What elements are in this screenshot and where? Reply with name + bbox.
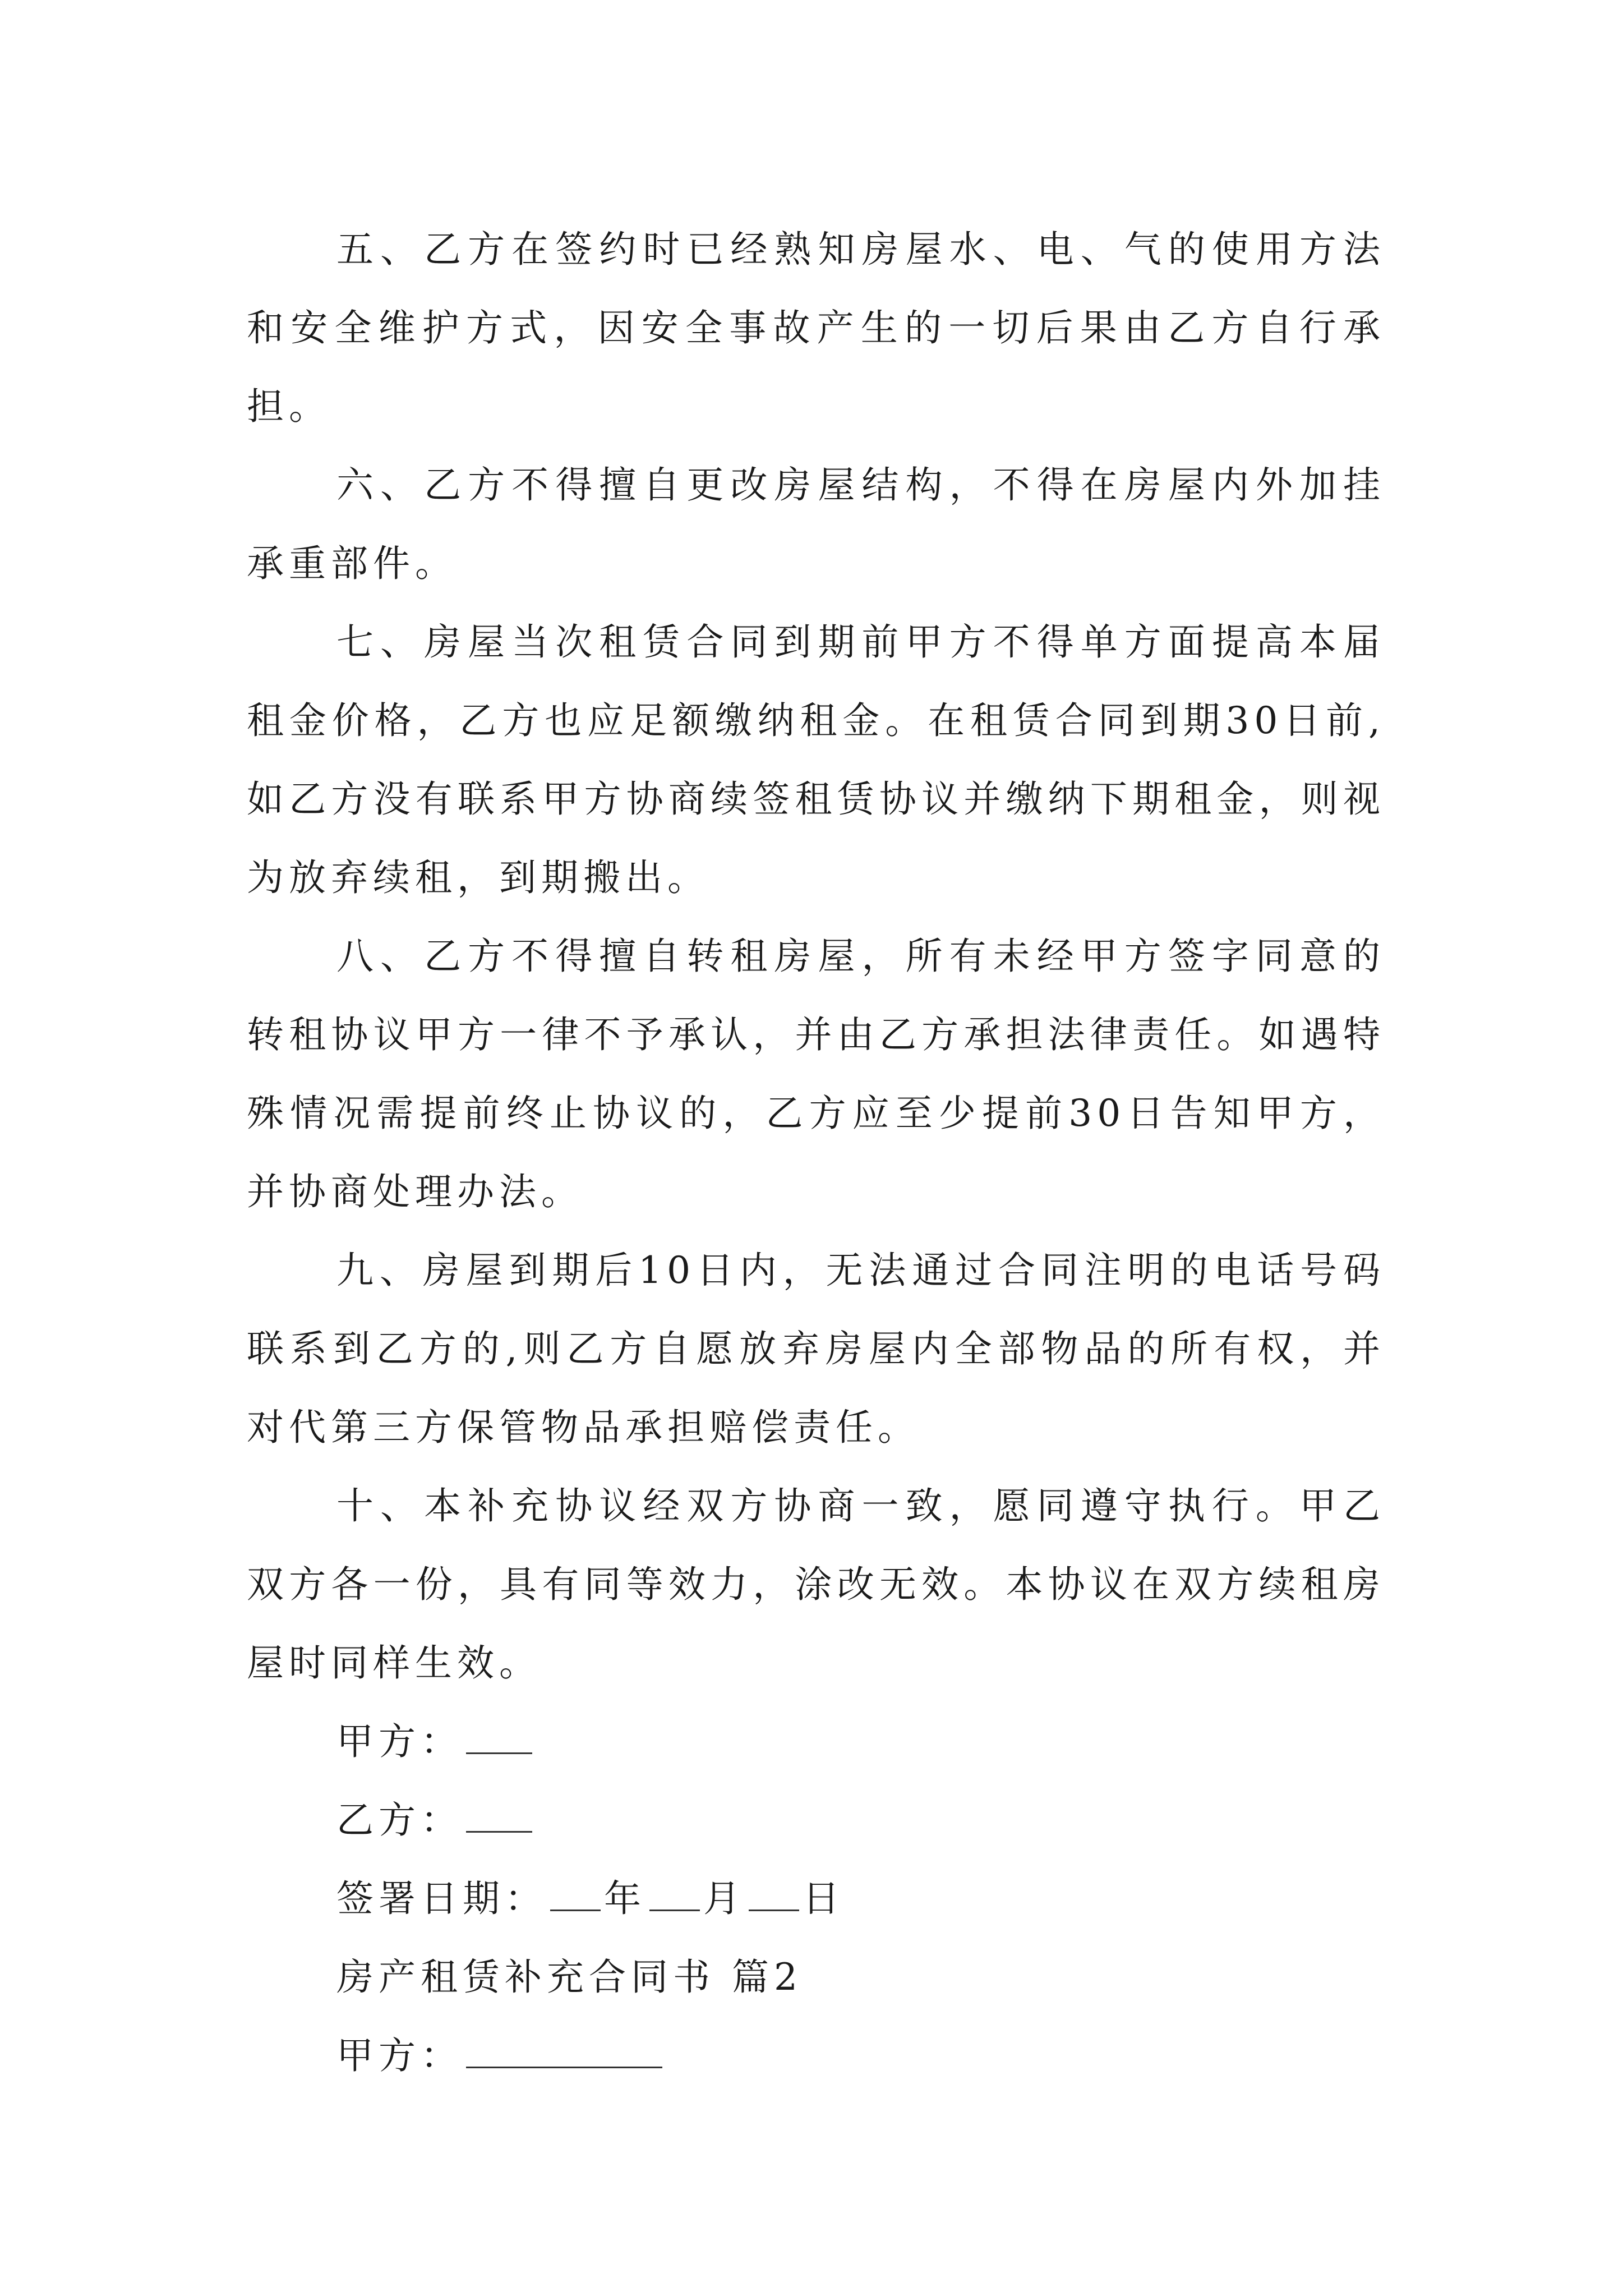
party-a-blank (466, 1723, 532, 1754)
date-label: 签署日期： (336, 1877, 547, 1920)
year-label: 年 (604, 1877, 646, 1920)
next-party-a-label: 甲方： (336, 2034, 463, 2077)
month-blank (649, 1880, 700, 1911)
party-b-blank (466, 1802, 532, 1833)
party-b-label: 乙方： (336, 1798, 463, 1842)
clause-9: 九、房屋到期后10日内，无法通过合同注明的电话号码联系到乙方的,则乙方自愿放弃房屋内全部物品的所有权，并对代第三方保管物品承担赔偿责任。 (247, 1249, 1385, 1449)
party-a-signature-line (247, 1703, 1385, 1781)
next-party-a-blank (466, 2037, 662, 2068)
month-label: 月 (703, 1877, 745, 1920)
day-label: 日 (803, 1877, 845, 1920)
next-party-a-line (247, 2017, 1385, 2095)
year-blank (550, 1880, 601, 1911)
document-page (247, 210, 1385, 2095)
clause-7: 七、房屋当次租赁合同到期前甲方不得单方面提高本届租金价格，乙方也应足额缴纳租金。在租赁合同到期30日前,如乙方没有联系甲方协商续签租赁协议并缴纳下期租金，则视为放弃续租，到期搬出。 (247, 620, 1385, 899)
section-title: 房产租赁补充合同书 篇2 (336, 1955, 803, 1999)
signing-date-line (247, 1860, 1385, 1938)
clause-8: 八、乙方不得擅自转租房屋，所有未经甲方签字同意的转租协议甲方一律不予承认，并由乙方承担法律责任。如遇特殊情况需提前终止协议的，乙方应至少提前30日告知甲方，并协商处理办法。 (247, 935, 1385, 1213)
clause-5: 五、乙方在签约时已经熟知房屋水、电、气的使用方法和安全维护方式，因安全事故产生的一切后果由乙方自行承担。 (247, 228, 1385, 428)
party-a-label: 甲方： (336, 1720, 463, 1763)
party-b-signature-line (247, 1781, 1385, 1860)
clause-6: 六、乙方不得擅自更改房屋结构，不得在房屋内外加挂承重部件。 (247, 463, 1385, 585)
clause-10: 十、本补充协议经双方协商一致，愿同遵守执行。甲乙双方各一份，具有同等效力，涂改无效。本协议在双方续租房屋时同样生效。 (247, 1484, 1385, 1685)
day-blank (749, 1880, 799, 1911)
